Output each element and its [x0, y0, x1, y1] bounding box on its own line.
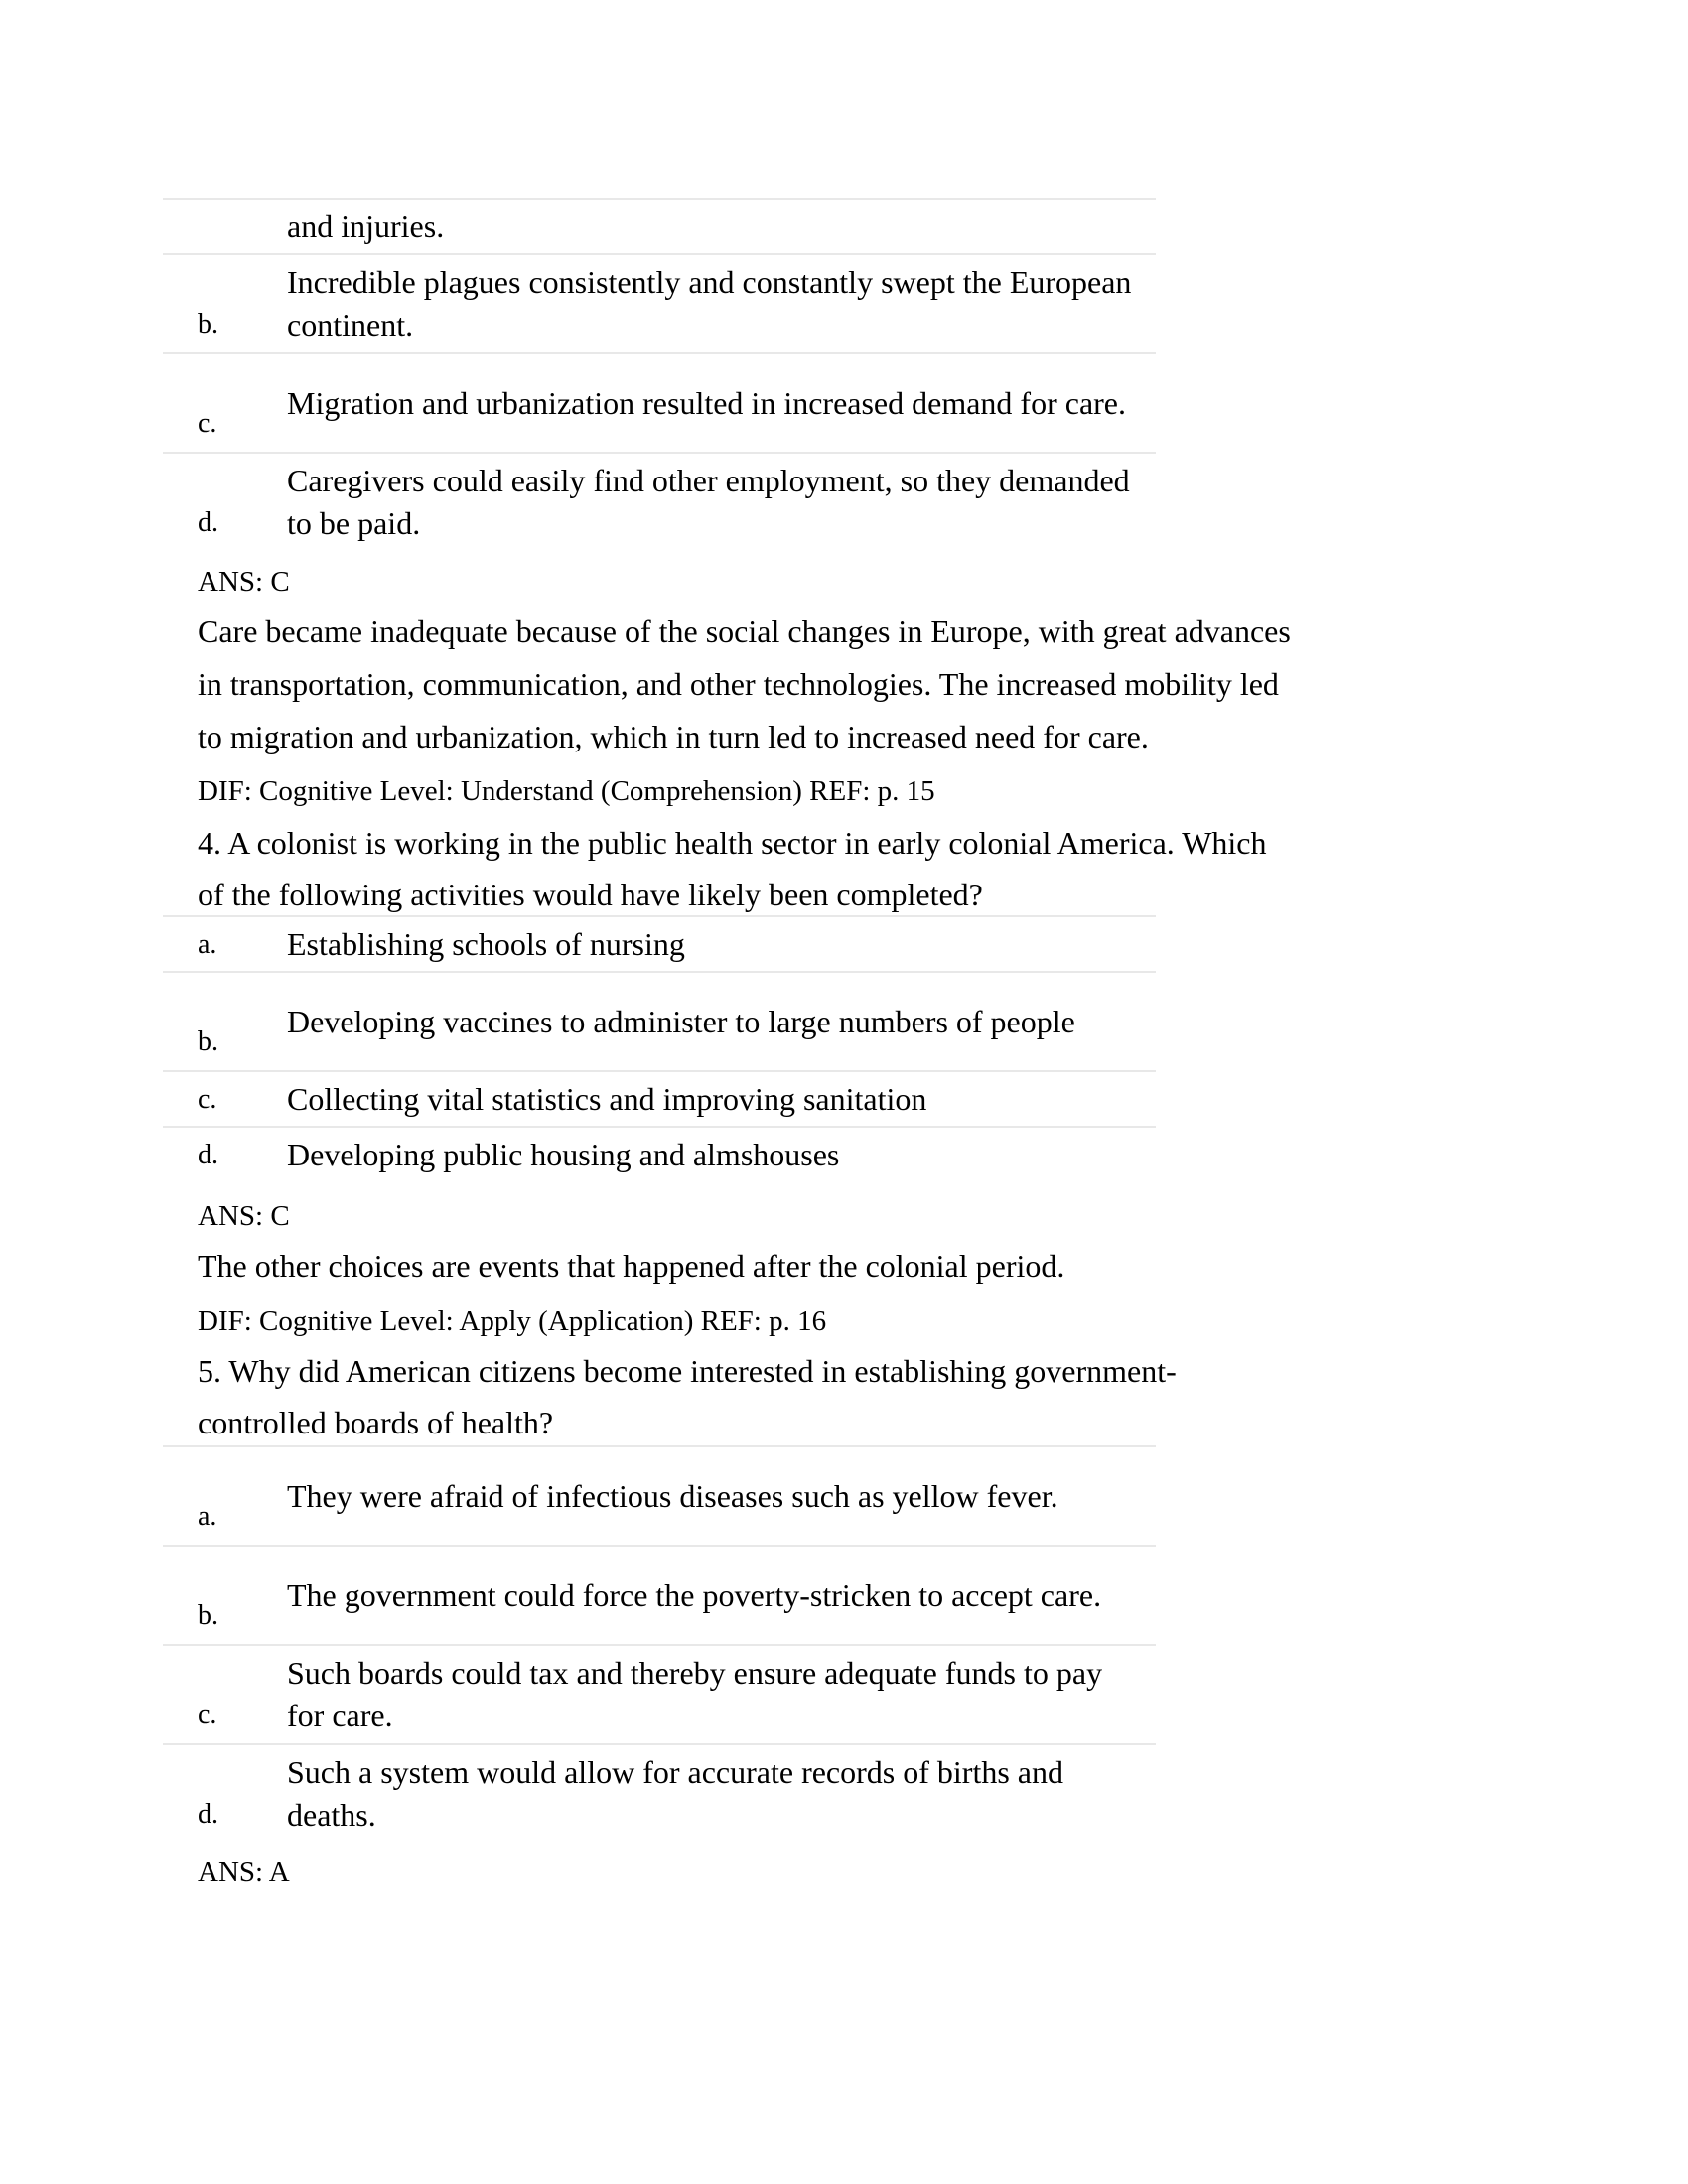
option-row: [163, 452, 1156, 551]
q4-question-line: 4. A colonist is working in the public health sector in early colonial America. Which: [198, 825, 1267, 861]
option-text: Developing vaccines to administer to large numbers of people: [287, 1003, 1075, 1039]
option-row: [163, 915, 1156, 971]
option-row: [163, 1743, 1156, 1843]
option-label: d.: [198, 1799, 218, 1830]
option-row: [163, 1070, 1156, 1126]
option-row: [163, 1445, 1156, 1545]
option-row: [163, 1126, 1156, 1181]
q3-explanation-line: in transportation, communication, and other technologies. The increased mobility led: [198, 666, 1279, 702]
option-label: a.: [198, 928, 217, 960]
option-text: They were afraid of infectious diseases such as yellow fever.: [287, 1477, 1058, 1514]
option-text: and injuries.: [287, 207, 445, 244]
q3-dif: DIF: Cognitive Level: Understand (Comprehension) REF: p. 15: [198, 775, 935, 807]
q5-answer: ANS: A: [198, 1856, 290, 1888]
q5-options: [163, 1445, 1156, 1843]
option-text: Migration and urbanization resulted in increased demand for care.: [287, 384, 1126, 421]
option-row: [163, 198, 1156, 253]
q3-answer: ANS: C: [198, 566, 290, 598]
q3-explanation-line: Care became inadequate because of the social changes in Europe, with great advances: [198, 614, 1291, 649]
option-label: c.: [198, 408, 217, 439]
option-row: [163, 352, 1156, 452]
option-text: Such a system would allow for accurate records of births and deaths.: [287, 1754, 1063, 1833]
option-label: c.: [198, 1700, 217, 1730]
option-row: [163, 1644, 1156, 1743]
q3-options: [163, 198, 1156, 551]
q4-answer: ANS: C: [198, 1200, 290, 1232]
q3-explanation-line: to migration and urbanization, which in turn led to increased need for care.: [198, 719, 1149, 754]
option-text: Establishing schools of nursing: [287, 925, 685, 962]
option-label: b.: [198, 1600, 218, 1631]
q5-question-line: controlled boards of health?: [198, 1405, 554, 1440]
option-label: d.: [198, 1139, 218, 1170]
option-text: Caregivers could easily find other employment, so they demanded to be paid.: [287, 463, 1130, 541]
option-row: [163, 1545, 1156, 1644]
option-row: [163, 971, 1156, 1070]
q4-explanation: The other choices are events that happened after the colonial period.: [198, 1248, 1065, 1284]
q4-options: [163, 915, 1156, 1181]
option-label: c.: [198, 1083, 217, 1115]
option-row: [163, 253, 1156, 352]
option-text: Incredible plagues consistently and constantly swept the European continent.: [287, 264, 1132, 342]
option-text: Collecting vital statistics and improving sanitation: [287, 1080, 927, 1117]
q4-dif: DIF: Cognitive Level: Apply (Application) REF: p. 16: [198, 1305, 827, 1337]
option-text: Developing public housing and almshouses: [287, 1136, 840, 1172]
option-text: Such boards could tax and thereby ensure adequate funds to pay for care.: [287, 1655, 1103, 1733]
option-text: The government could force the poverty-stricken to accept care.: [287, 1576, 1102, 1613]
option-label: b.: [198, 1026, 218, 1057]
option-label: a.: [198, 1501, 217, 1532]
q5-question-line: 5. Why did American citizens become interested in establishing government-: [198, 1353, 1177, 1389]
q4-question-line: of the following activities would have likely been completed?: [198, 877, 983, 912]
option-label: b.: [198, 309, 218, 340]
option-label: d.: [198, 507, 218, 538]
